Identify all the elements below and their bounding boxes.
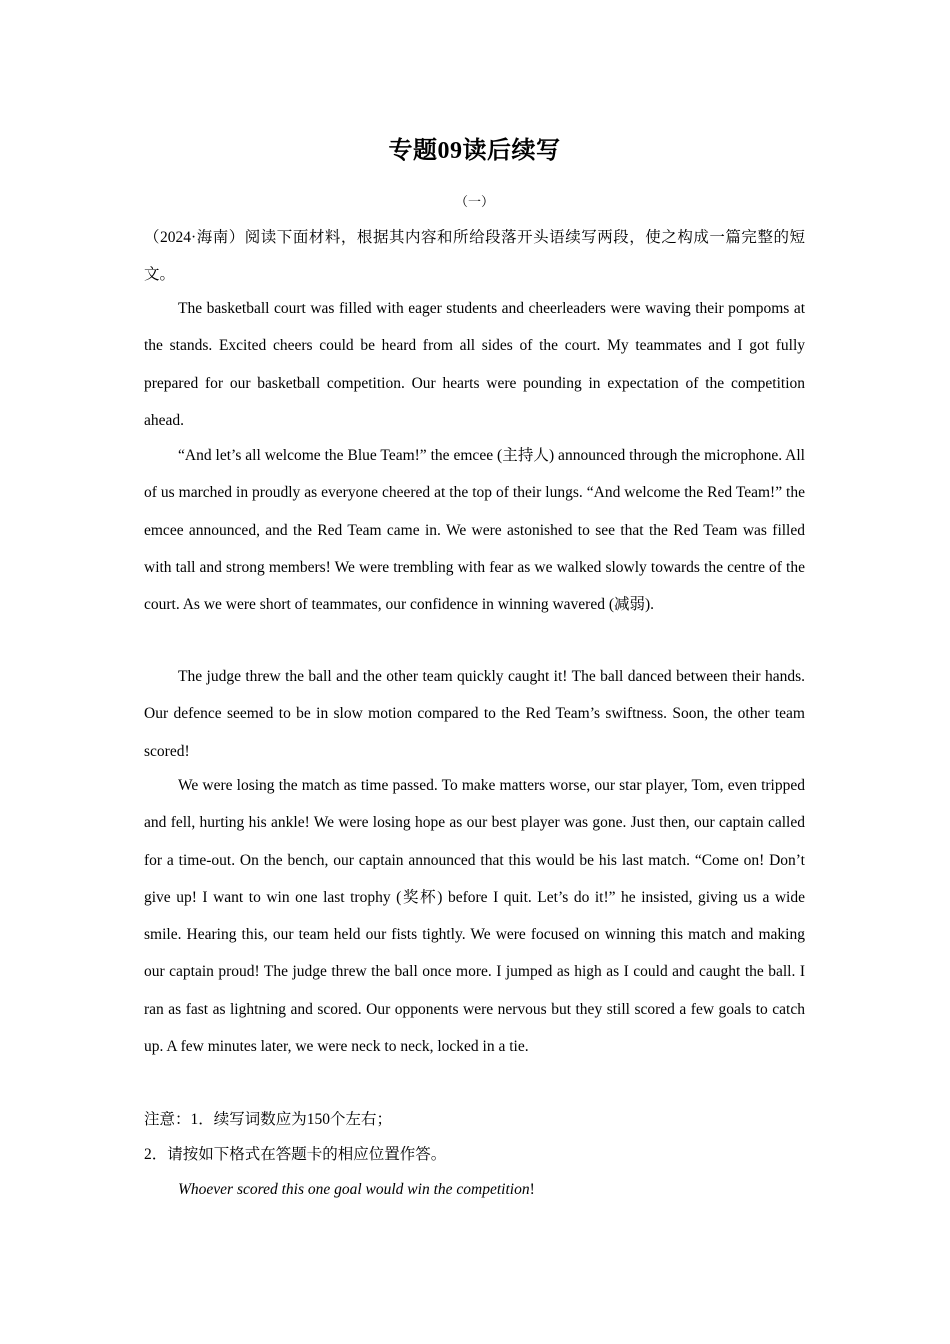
section-number: （一） xyxy=(454,194,494,209)
story-paragraph-3: The judge threw the ball and the other team quickly caught it! The ball danced between their hands. Our defence seemed to be in slow motion compared to the Red Team’s swiftness. Soon, the other team scored! xyxy=(144,668,805,760)
note-word-count: 注意：1．续写词数应为150个左右； xyxy=(144,1111,393,1128)
starter-sentence: Whoever scored this one goal would win the competition xyxy=(178,1181,530,1198)
story-paragraph-4: We were losing the match as time passed. To make matters worse, our star player, Tom, even tripped and fell, hurting his ankle! We were losing hope as our best player was gone. Just then, our captain called for a time-out. On the bench, our captain announced that this would be his last match. “Come on! Don’t give up! I want to win one last trophy (奖杯) before I quit. Let’s do it!” he insisted, giving us a wide smile. Hearing this, our team held our fists tightly. We were focused on winning this match and making our captain proud! The judge threw the ball once more. I jumped as high as I could and caught the ball. I ran as fast as lightning and scored. Our opponents were nervous but they still scored a few goals to catch up. A few minutes later, we were neck to neck, locked in a tie. xyxy=(144,777,805,1056)
story-paragraph-1: The basketball court was filled with eager students and cheerleaders were waving their pompoms at the stands. Excited cheers could be heard from all sides of the court. My teammates and I got fully prepared for our basketball competition. Our hearts were pounding in expectation of the competition ahead. xyxy=(144,300,805,429)
task-instructions: （2024·海南）阅读下面材料，根据其内容和所给段落开头语续写两段，使之构成一篇完整的短文。 xyxy=(144,229,805,284)
page-title: 专题09读后续写 xyxy=(388,138,561,164)
continuation-starter xyxy=(178,1172,805,1207)
note-answer-format: 2．请按如下格式在答题卡的相应位置作答。 xyxy=(144,1146,447,1163)
story-paragraph-2: “And let’s all welcome the Blue Team!” the emcee (主持人) announced through the microphone. All of us marched in proudly as everyone cheered at the top of their lungs. “And welcome the Red Team!” the emcee announced, and the Red Team came in. We were astonished to see that the Red Team was filled with tall and strong members! We were trembling with fear as we walked slowly towards the centre of the court. As we were short of teammates, our confidence in winning wavered (减弱). xyxy=(144,447,805,614)
starter-punctuation: ! xyxy=(529,1181,535,1198)
